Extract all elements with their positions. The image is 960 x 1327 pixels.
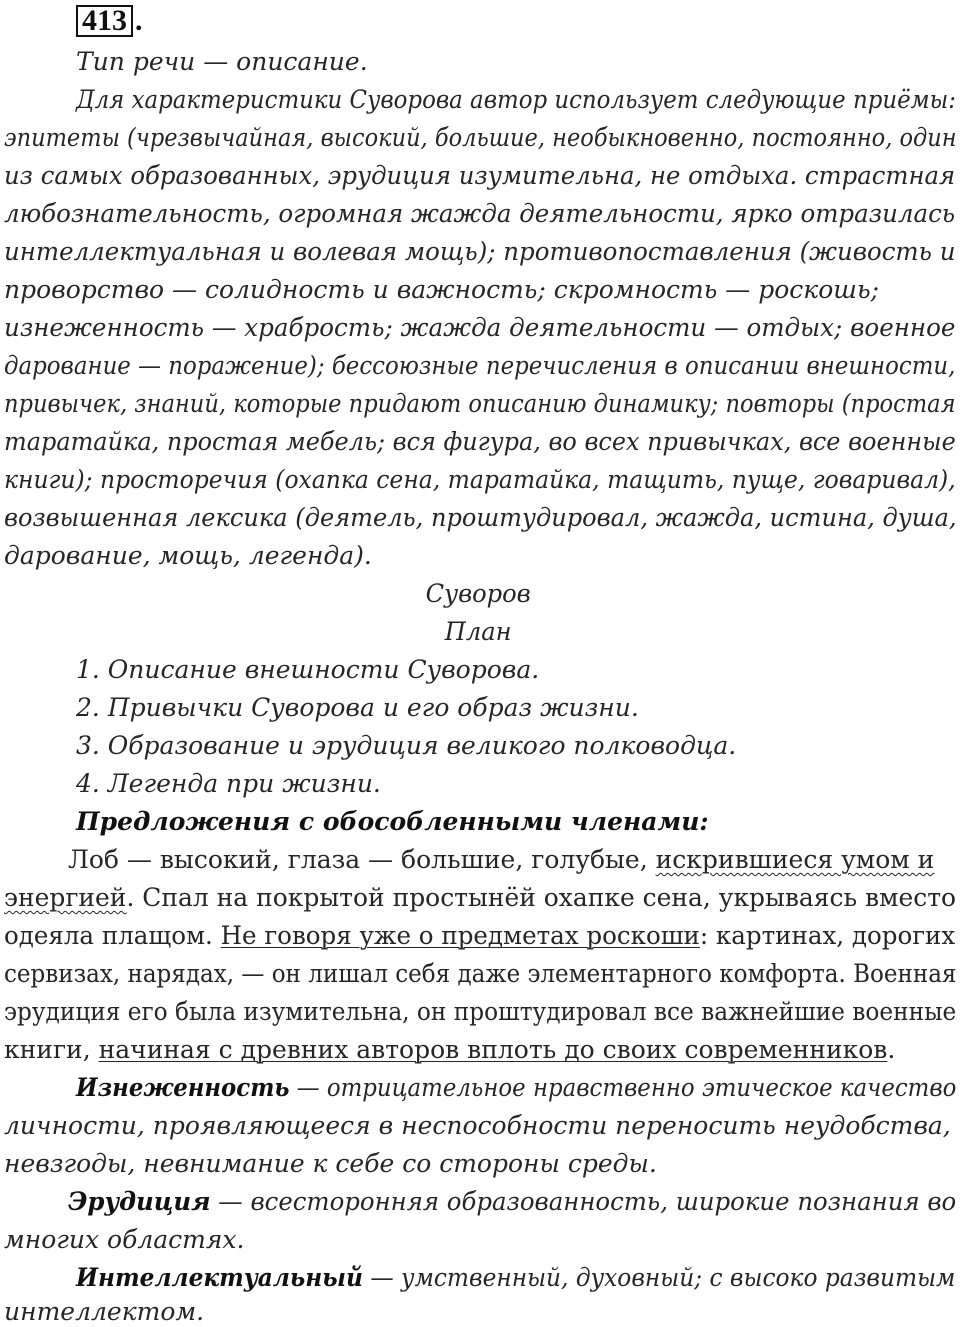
adverbial-phrase-underlined: начиная с древних авторов вплоть до своих современников xyxy=(98,1035,888,1064)
analysis-line: любознательность, огромная жажда деятельности, ярко отразилась xyxy=(4,199,956,228)
definition-term: Эрудиция xyxy=(68,1187,211,1216)
exercise-number-box: 413 xyxy=(76,5,133,37)
definition-line xyxy=(76,1263,955,1293)
analysis-line: Для характеристики Суворова автор использует следующие приёмы: xyxy=(76,85,956,114)
isolated-sentence-line xyxy=(4,1035,895,1065)
plan-item: 3. Образование и эрудиция великого полководца. xyxy=(76,731,737,760)
definition-line: интеллектом. xyxy=(4,1297,205,1326)
text-fragment: : картинах, дорогих xyxy=(699,921,956,950)
text-title: Суворов xyxy=(425,579,531,608)
plan-item: 4. Легенда при жизни. xyxy=(76,769,381,798)
analysis-line: привычек, знаний, которые придают описанию динамику; повторы (простая xyxy=(4,389,956,418)
plan-item: 1. Описание внешности Суворова. xyxy=(76,655,540,684)
isolated-sentence-line xyxy=(4,883,956,913)
isolated-members-heading: Предложения с обособленными членами: xyxy=(76,807,709,836)
participial-phrase-wavy: энергией xyxy=(4,883,127,912)
isolated-sentence-line xyxy=(4,921,955,951)
definition-term: Изнеженность xyxy=(76,1073,290,1102)
text-type-line: Тип речи — описание. xyxy=(76,47,368,76)
analysis-line: эпитеты (чрезвычайная, высокий, большие, необыкновенно, постоянно, один xyxy=(4,123,957,152)
plan-item: 2. Привычки Суворова и его образ жизни. xyxy=(76,693,639,722)
definition-term: Интеллектуальный xyxy=(76,1263,363,1292)
isolated-sentence-line xyxy=(68,845,934,875)
definition-line xyxy=(68,1187,956,1217)
definition-text: — умственный, духовный; с высоко развитым xyxy=(362,1263,956,1292)
definition-line: многих областях. xyxy=(4,1225,245,1254)
definition-line: невзгоды, невнимание к себе со стороны среды. xyxy=(4,1149,657,1178)
isolated-sentence-line: сервизах, нарядах, — он лишал себя даже элементарного комфорта. Военная xyxy=(4,959,957,988)
analysis-line: проворство — солидность и важность; скромность — роскошь; xyxy=(4,275,879,304)
definition-line: личности, проявляющееся в неспособности переносить неудобства, xyxy=(4,1111,951,1140)
analysis-line: возвышенная лексика (деятель, проштудировал, жажда, истина, душа, xyxy=(4,503,957,532)
definition-text: — всесторонняя образованность, широкие познания во xyxy=(210,1187,957,1216)
text-fragment: одеяла плащом. xyxy=(4,921,221,950)
analysis-line: интеллектуальная и волевая мощь); противопоставления (живость и xyxy=(4,237,956,266)
definition-text: — отрицательное нравственно этическое качество xyxy=(289,1073,957,1102)
analysis-line: изнеженность — храбрость; жажда деятельности — отдых; военное xyxy=(4,313,956,342)
analysis-line: дарование — поражение); бессоюзные перечисления в описании внешности, xyxy=(4,351,956,380)
text-fragment: книги, xyxy=(4,1035,99,1064)
text-fragment: Лоб — высокий, глаза — большие, голубые, xyxy=(68,845,656,874)
definition-line xyxy=(76,1073,956,1103)
exercise-number-dot: . xyxy=(135,4,143,37)
adverbial-phrase-underlined: Не говоря уже о предметах роскоши xyxy=(220,921,700,950)
exercise-number xyxy=(76,4,143,38)
isolated-sentence-line: эрудиция его была изумительна, он проштудировал все важнейшие военные xyxy=(4,997,957,1026)
analysis-line: книги); просторечия (охапка сена, таратайка, тащить, пуще, говаривал), xyxy=(4,465,956,494)
text-fragment: . xyxy=(887,1035,896,1064)
analysis-line: дарование, мощь, легенда). xyxy=(4,541,372,570)
analysis-line: из самых образованных, эрудиция изумительна, не отдыха. страстная xyxy=(4,161,956,190)
participial-phrase-wavy: искрившиеся умом и xyxy=(655,845,935,874)
text-fragment: . Спал на покрытой простынёй охапке сена, укрываясь вместо xyxy=(126,883,957,912)
analysis-line: таратайка, простая мебель; вся фигура, во всех привычках, все военные xyxy=(4,427,956,456)
plan-heading: План xyxy=(444,617,512,646)
